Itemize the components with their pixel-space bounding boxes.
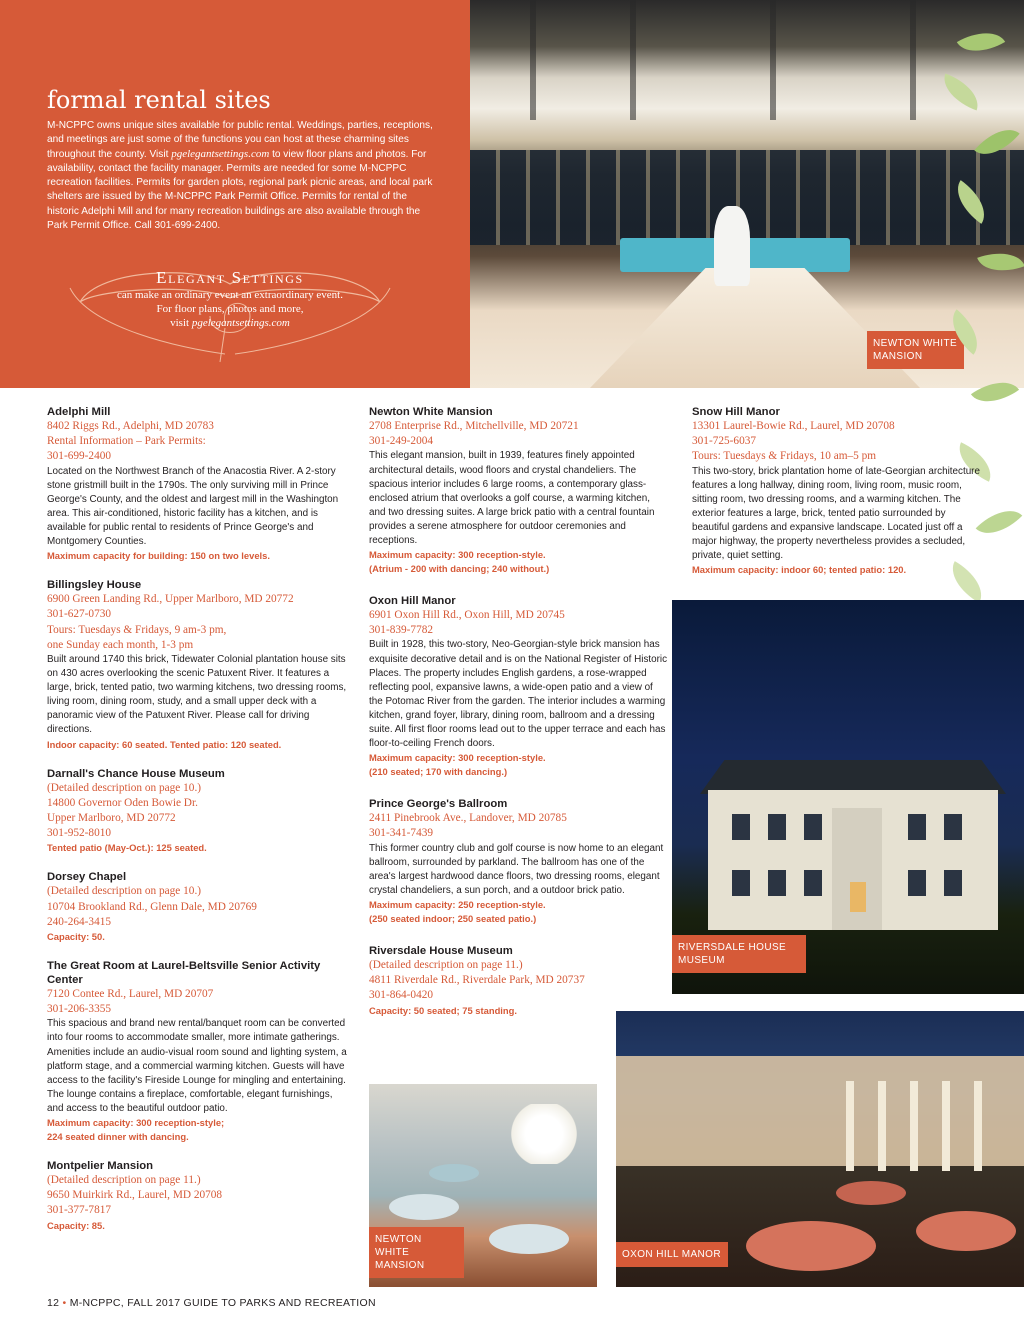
intro-text: M-NCPPC owns unique sites available for public rental. Weddings, parties, receptions, and meetings are just some of the functions you can host at these charming sites throughout the county. Visit [47,120,433,161]
site-info-line: 240-264-3415 [47,915,112,928]
site-description: Built around 1740 this brick, Tidewater Colonial plantation house sits on 430 acres overlooking the scenic Patuxent River. It features a large, brick, tented patio, two warming kitchens, two dressing rooms, living room, dining room, study, and a small upper deck with a panoramic view of the Patuxent River. Please call for driving directions. [47,653,347,736]
house-window [768,814,786,840]
flower-arrangement [509,1104,579,1164]
site-info-line: 8402 Riggs Rd., Adelphi, MD 20783 [47,420,214,432]
site-name: Darnall's Chance House Museum [47,767,225,780]
house-window [944,870,962,896]
website-link[interactable]: pgelegantsettings.com [171,148,270,161]
dance-floor [590,268,920,388]
site-name: Montpelier Mansion [47,1160,154,1173]
site-listing [369,405,669,576]
site-name: Snow Hill Manor [692,406,780,418]
site-capacity: Capacity: 50. [47,930,105,942]
site-info-line: (Detailed description on page 10.) [47,885,202,898]
site-listing [369,944,669,1018]
site-listing [47,405,347,563]
leaf-shape [977,244,1024,281]
site-name: Dorsey Chapel [47,871,127,884]
site-info-line: 2708 Enterprise Rd., Mitchellville, MD 20721 [369,420,579,432]
site-listing [369,797,669,926]
house-roof [700,760,1006,794]
ceiling-beam [630,0,636,120]
elegant-settings-line: can make an ordinary event an extraordinary event. [116,289,343,301]
site-capacity: (250 seated indoor; 250 seated patio.) [369,913,537,924]
footer-separator: • [62,1297,67,1309]
site-capacity: (210 seated; 170 with dancing.) [369,766,508,778]
house-window [908,870,926,896]
page-title: formal rental sites [47,86,271,114]
site-info-line: (Detailed description on page 11.) [369,959,523,971]
site-capacity: Maximum capacity for building: 150 on two levels. [47,550,270,562]
site-description: Built in 1928, this two-story, Neo-Georgian-style brick mansion has exquisite decorative detail and is on the National Register of Historic Places. The property includes English gardens, a rose-wrapped reflecting pool, expansive lawns, a wide-open patio and a view of the Potomac River from the garden. The interior includes a warming kitchen, grand foyer, library, dining room, ballroom and a dressing suite. All first floor rooms lead out to the upper terrace and each has floor-to-ceiling French doors. [369,639,668,750]
newton-photo-caption [369,1227,464,1278]
leaf-shape [957,21,1005,63]
site-info-line: 2411 Pinebrook Ave., Landover, MD 20785 [369,812,567,825]
site-description: This two-story, brick plantation home of late-Georgian architecture features a long hallway, dining room, living room, music room, sitting room, two dressing rooms, and a warming kitchen. The exterior features a large, brick, tented patio surrounded by beautiful gardens and expansive landscape. Located just off a major highway, the property nevertheless provides a secluded, private, quiet setting. [692,465,980,562]
site-description: This spacious and brand new rental/banquet room can be converted into four rooms to accommodate smaller, more intimate gatherings. Amenities include an audio-visual room sound and lighting system, a platform stage, and a commercial warming kitchen. Guests will have access to the facility's Fireside Lounge for mingling and entertaining. The lounge contains a fireplace, comfortable, elegant furnishings, and access to the beautiful outdoor patio. [47,1018,347,1114]
site-info-line: Upper Marlboro, MD 20772 [47,811,176,824]
site-listing [47,578,347,751]
site-info-line: one Sunday each month, 1-3 pm [47,638,194,651]
caption-line: NEWTON WHITE [873,338,958,349]
listing-column-right [692,405,982,577]
elegant-settings-line: For floor plans, photos and more, [156,303,304,315]
manor-column [878,1081,886,1171]
site-info-line: 10704 Brookland Rd., Glenn Dale, MD 20769 [47,900,257,913]
site-listing [369,594,669,779]
site-listing [692,405,982,577]
patio-table [916,1211,1016,1251]
site-info-line: 4811 Riverdale Rd., Riverdale Park, MD 20737 [369,974,585,987]
site-info-line: 7120 Contee Rd., Laurel, MD 20707 [47,987,214,1000]
house-door [850,882,866,912]
site-info-line: Rental Information – Park Permits: [47,435,206,448]
house-window [908,814,926,840]
listing-column-middle [369,405,669,1018]
site-capacity: (Atrium - 200 with dancing; 240 without.) [369,563,550,575]
site-name: Prince George's Ballroom [369,798,508,811]
listing-column-left [47,405,347,1233]
site-capacity: Tented patio (May-Oct.): 125 seated. [47,842,207,854]
site-description: This elegant mansion, built in 1939, features finely appointed architectural details, wood floors and crystal chandeliers. The spacious interior includes 6 large rooms, a contemporary glass-enclosed atrium that overlooks a golf course, a warming kitchen, and two dressing suites. A large brick patio with a central fountain provides a serene atmosphere for outdoor ceremonies and receptions. [369,450,655,546]
leaf-shape [937,74,985,111]
ceiling-beam [910,0,916,120]
site-info-line: 6900 Green Landing Rd., Upper Marlboro, MD 20772 [47,593,294,606]
manor-column [846,1081,854,1171]
intro-paragraph [47,119,437,233]
caption-line: MUSEUM [678,955,725,966]
site-listing [47,767,347,856]
site-capacity: Maximum capacity: indoor 60; tented patio: 120. [692,564,907,576]
elegant-settings-text: visit [170,317,192,329]
house-window [804,814,822,840]
oxon-hill-photo-caption [616,1242,728,1267]
site-info-line: 6901 Oxon Hill Rd., Oxon Hill, MD 20745 [369,609,565,622]
house-window [732,870,750,896]
site-info-line: 301-627-0730 [47,608,112,621]
site-info-line: (Detailed description on page 11.) [47,1174,201,1187]
house-window [732,814,750,840]
site-info-line: 301-952-8010 [47,827,112,840]
site-name: Riversdale House Museum [369,945,513,957]
manor-column [974,1081,982,1171]
leaf-shape [941,309,989,354]
page-footer [47,1297,376,1309]
manor-facade [616,1056,1024,1166]
leaf-shape [974,118,1019,166]
ceiling-beam [770,0,776,120]
site-info-line: 301-864-0420 [369,989,434,1002]
site-capacity: Capacity: 85. [47,1219,105,1231]
elegant-settings-title: Elegant Settings [156,268,304,287]
patio-table [836,1181,906,1205]
page-number: 12 [47,1297,60,1309]
site-info-line: 301-206-3355 [47,1003,112,1016]
house-window [804,870,822,896]
caption-line: MANSION [873,351,923,362]
site-name: Billingsley House [47,579,142,592]
site-info-line: 14800 Governor Oden Bowie Dr. [47,796,198,809]
house-window [768,870,786,896]
caption-line: MANSION [375,1260,425,1271]
site-listing [47,870,347,944]
site-info-line: 301-699-2400 [47,450,112,463]
site-capacity: Indoor capacity: 60 seated. Tented patio: 120 seated. [47,738,282,750]
leaf-shape [947,180,995,224]
site-name: Adelphi Mill [47,406,111,418]
caption-line: OXON HILL MANOR [622,1249,721,1260]
site-info-line: Tours: Tuesdays & Fridays, 9 am-3 pm, [47,623,227,636]
site-capacity: Maximum capacity: 300 reception-style. [369,549,546,561]
site-capacity: Maximum capacity: 300 reception-style; [47,1117,225,1129]
site-info-line: 301-839-7782 [369,624,434,637]
ceiling-beam [530,0,536,120]
elegant-settings-line [60,317,400,329]
site-capacity: Maximum capacity: 250 reception-style. [369,899,546,910]
riversdale-photo-caption [672,935,806,973]
reception-table [489,1224,569,1254]
site-info-line: 301-341-7439 [369,827,434,840]
site-listing [47,1159,347,1233]
manor-column [910,1081,918,1171]
site-capacity: Capacity: 50 seated; 75 standing. [369,1004,517,1016]
site-info-line: Tours: Tuesdays & Fridays, 10 am–5 pm [692,450,877,463]
intro-text: to view floor plans and photos. For availability, contact the facility manager. Permits are needed for some M-NCPPC recreation facilities. Permits for garden plots, regional park picnic areas, and local park shelters are issued by the M-NCPPC Park Permit Office. Permits for rental of the historic Adelphi Mill and for many recreation buildings are also available through the Park Permit Office. Call 301-699-2400. [47,149,433,231]
site-info-line: 9650 Muirkirk Rd., Laurel, MD 20708 [47,1189,223,1202]
site-name: Newton White Mansion [369,406,493,418]
elegant-settings-badge [60,258,400,368]
reception-table [389,1194,459,1220]
site-info-line: 301-377-7817 [47,1204,112,1217]
site-description: Located on the Northwest Branch of the Anacostia River. A 2-story stone gristmill built in the 1790s. The only surviving mill in Prince George's County, and the oldest and largest mill in the Washington area. This air-conditioned, historic facility has a kitchen, and is available for public rental to residents of Prince George's and Montgomery Counties. [47,465,339,548]
site-description: This former country club and golf course is now home to an elegant ballroom, surrounded by parkland. The ballroom has one of the area's largest hardwood dance floors, two dressing rooms, elegant crystal chandeliers, a sun porch, and a outdoor brick patio. [369,842,664,896]
reception-table [429,1164,479,1182]
leaf-shape [976,499,1023,546]
footer-title: M-NCPPC, FALL 2017 GUIDE TO PARKS AND RECREATION [69,1297,376,1309]
house-window [944,814,962,840]
manor-column [942,1081,950,1171]
site-info-line: (Detailed description on page 10.) [47,781,202,794]
site-info-line: 301-725-6037 [692,435,757,448]
patio-table [746,1221,876,1271]
bride-figure [714,206,750,286]
site-name: Oxon Hill Manor [369,595,456,608]
site-info-line: 13301 Laurel-Bowie Rd., Laurel, MD 20708 [692,420,895,432]
caption-line: NEWTON WHITE [375,1234,422,1258]
site-capacity: 224 seated dinner with dancing. [47,1131,189,1143]
site-listing [47,959,347,1144]
elegant-settings-link[interactable]: pgelegantsettings.com [191,317,290,329]
site-name: The Great Room at Laurel-Beltsville Senior Activity Center [47,959,321,986]
site-capacity: Maximum capacity: 300 reception-style. [369,752,546,764]
site-info-line: 301-249-2004 [369,435,434,448]
caption-line: RIVERSDALE HOUSE [678,942,787,953]
